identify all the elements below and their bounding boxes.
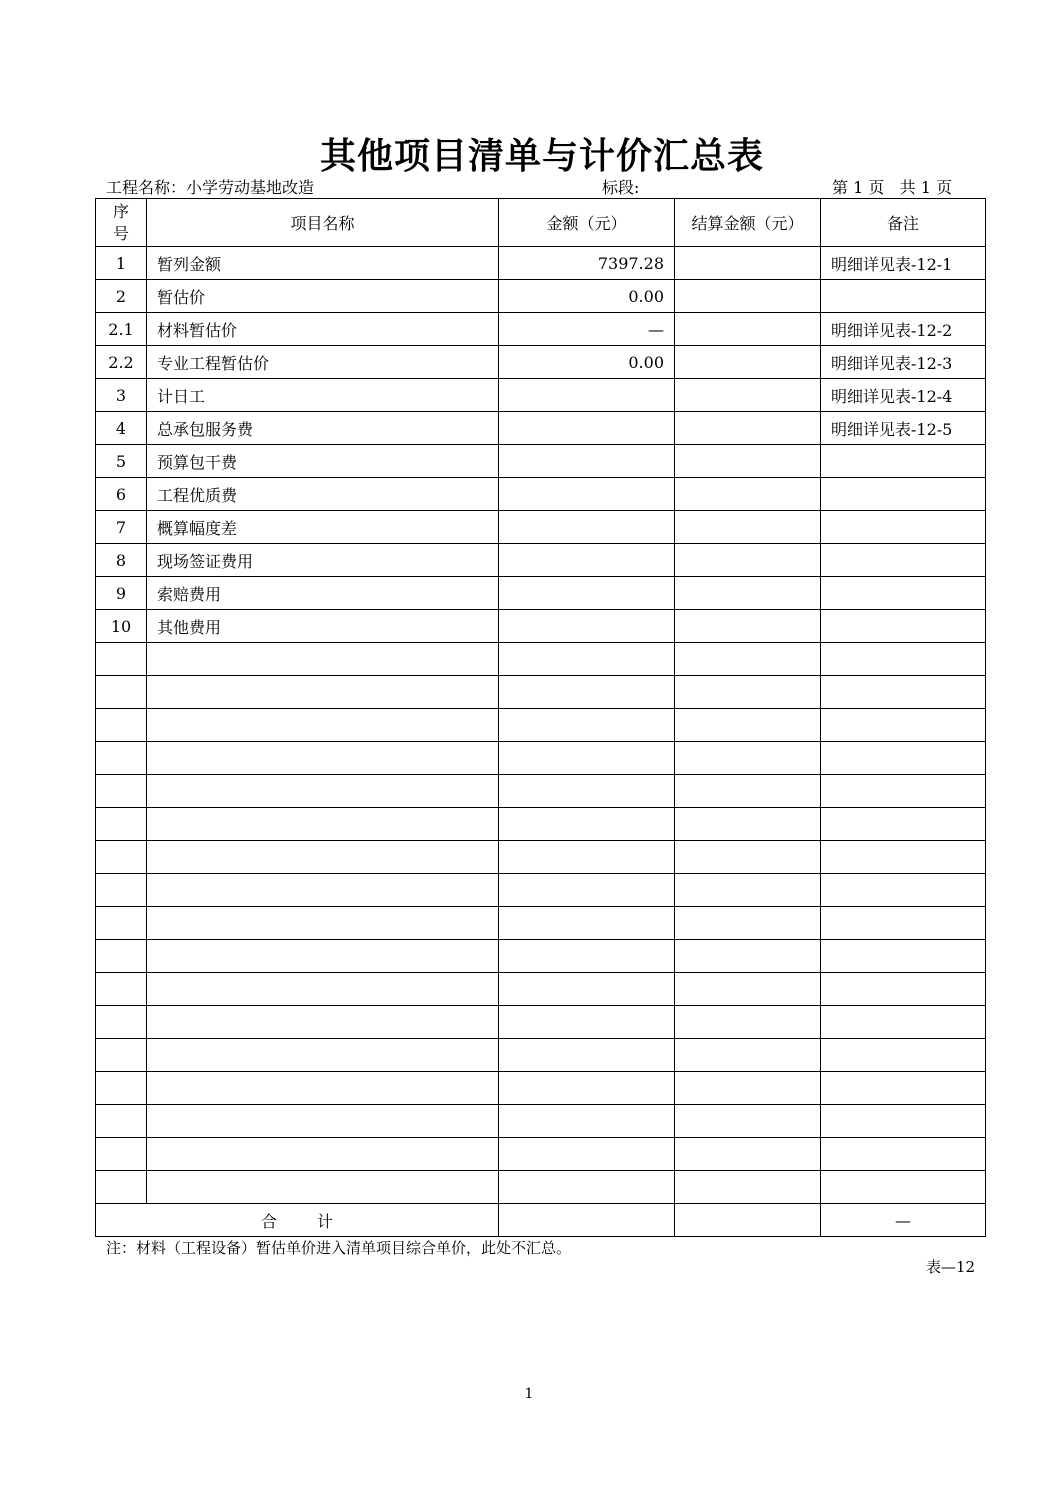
row-remark: 明细详见表-12-1: [821, 247, 986, 280]
row-remark: [821, 874, 986, 907]
header-settlement: 结算金额（元）: [675, 199, 821, 247]
row-amount: [499, 1072, 675, 1105]
row-seq: [96, 940, 147, 973]
row-amount: [499, 577, 675, 610]
row-amount: [499, 1171, 675, 1204]
row-seq: [96, 742, 147, 775]
row-amount: [499, 412, 675, 445]
table-row: [96, 1072, 986, 1105]
row-name: 预算包干费: [147, 445, 499, 478]
page-current: 1: [853, 178, 864, 197]
total-settlement: [675, 1204, 821, 1237]
table-row: [96, 346, 986, 379]
row-amount: [499, 1138, 675, 1171]
row-settlement: [675, 247, 821, 280]
row-amount: —: [499, 313, 675, 346]
row-amount: 7397.28: [499, 247, 675, 280]
total-row: [96, 1204, 986, 1237]
row-amount: [499, 643, 675, 676]
row-seq: [96, 874, 147, 907]
row-remark: [821, 1138, 986, 1171]
page-total: 1: [920, 178, 931, 197]
row-name: [147, 1006, 499, 1039]
row-remark: [821, 775, 986, 808]
table-row: [96, 709, 986, 742]
row-name: [147, 643, 499, 676]
row-amount: [499, 610, 675, 643]
row-settlement: [675, 841, 821, 874]
row-settlement: [675, 1105, 821, 1138]
row-remark: [821, 808, 986, 841]
row-name: [147, 1039, 499, 1072]
row-name: 暂估价: [147, 280, 499, 313]
table-row: [96, 1006, 986, 1039]
table-row: [96, 907, 986, 940]
row-name: [147, 874, 499, 907]
row-amount: [499, 775, 675, 808]
row-seq: 4: [96, 412, 147, 445]
row-amount: [499, 808, 675, 841]
row-seq: 2: [96, 280, 147, 313]
row-remark: 明细详见表-12-4: [821, 379, 986, 412]
row-name: [147, 709, 499, 742]
row-settlement: [675, 478, 821, 511]
table-row: [96, 280, 986, 313]
row-name: 工程优质费: [147, 478, 499, 511]
row-settlement: [675, 577, 821, 610]
row-seq: [96, 808, 147, 841]
row-name: 暂列金额: [147, 247, 499, 280]
header-seq: 序 号: [96, 199, 147, 247]
row-remark: [821, 1171, 986, 1204]
header-remark: 备注: [821, 199, 986, 247]
row-settlement: [675, 676, 821, 709]
row-settlement: [675, 973, 821, 1006]
page-unit: 页: [868, 178, 885, 197]
row-settlement: [675, 1138, 821, 1171]
table-row: [96, 1138, 986, 1171]
row-name: [147, 808, 499, 841]
row-seq: [96, 973, 147, 1006]
row-remark: [821, 280, 986, 313]
row-remark: [821, 478, 986, 511]
row-settlement: [675, 610, 821, 643]
row-seq: [96, 1138, 147, 1171]
table-row: [96, 643, 986, 676]
page-total-prefix: 共: [899, 178, 916, 197]
row-amount: [499, 841, 675, 874]
row-amount: [499, 1006, 675, 1039]
row-remark: [821, 940, 986, 973]
row-amount: [499, 907, 675, 940]
section-label: 标段:: [602, 178, 640, 197]
row-seq: [96, 907, 147, 940]
row-remark: [821, 1105, 986, 1138]
row-name: [147, 775, 499, 808]
row-settlement: [675, 511, 821, 544]
page-indicator: [832, 175, 952, 198]
row-amount: [499, 676, 675, 709]
row-seq: 7: [96, 511, 147, 544]
table-row: [96, 1105, 986, 1138]
row-name: 专业工程暂估价: [147, 346, 499, 379]
row-name: 现场签证费用: [147, 544, 499, 577]
row-name: [147, 1138, 499, 1171]
table-row: [96, 610, 986, 643]
row-name: [147, 1072, 499, 1105]
row-amount: 0.00: [499, 280, 675, 313]
row-amount: [499, 940, 675, 973]
row-remark: [821, 841, 986, 874]
row-amount: [499, 445, 675, 478]
row-name: [147, 742, 499, 775]
table-row: [96, 742, 986, 775]
row-name: 其他费用: [147, 610, 499, 643]
row-settlement: [675, 643, 821, 676]
table-row: [96, 247, 986, 280]
row-seq: 10: [96, 610, 147, 643]
row-name: [147, 841, 499, 874]
total-amount: [499, 1204, 675, 1237]
row-remark: [821, 742, 986, 775]
row-settlement: [675, 775, 821, 808]
table-row: [96, 478, 986, 511]
row-settlement: [675, 742, 821, 775]
row-name: [147, 1171, 499, 1204]
row-settlement: [675, 313, 821, 346]
table-row: [96, 940, 986, 973]
row-seq: [96, 1039, 147, 1072]
page-prefix: 第: [832, 178, 849, 197]
row-amount: [499, 478, 675, 511]
total-remark: —: [821, 1204, 986, 1237]
row-amount: [499, 742, 675, 775]
row-settlement: [675, 1171, 821, 1204]
row-seq: [96, 1072, 147, 1105]
row-remark: [821, 643, 986, 676]
table-row: [96, 808, 986, 841]
row-settlement: [675, 445, 821, 478]
row-remark: [821, 610, 986, 643]
table-row: [96, 676, 986, 709]
row-seq: [96, 643, 147, 676]
table-row: [96, 412, 986, 445]
row-remark: [821, 709, 986, 742]
table-header-row: [96, 199, 986, 247]
row-settlement: [675, 346, 821, 379]
row-remark: [821, 445, 986, 478]
row-settlement: [675, 412, 821, 445]
table-row: [96, 775, 986, 808]
row-name: [147, 973, 499, 1006]
row-name: [147, 1105, 499, 1138]
row-seq: 1: [96, 247, 147, 280]
row-seq: 3: [96, 379, 147, 412]
table-row: [96, 544, 986, 577]
row-amount: [499, 379, 675, 412]
row-seq: [96, 676, 147, 709]
row-seq: 2.1: [96, 313, 147, 346]
table-row: [96, 841, 986, 874]
row-seq: [96, 775, 147, 808]
row-name: 计日工: [147, 379, 499, 412]
project-name: 工程名称：小学劳动基地改造: [106, 178, 315, 197]
table-row: [96, 1171, 986, 1204]
row-seq: 9: [96, 577, 147, 610]
row-seq: [96, 1105, 147, 1138]
row-amount: 0.00: [499, 346, 675, 379]
document-title: 其他项目清单与计价汇总表: [319, 135, 764, 177]
row-remark: [821, 1039, 986, 1072]
table-row: [96, 973, 986, 1006]
row-name: [147, 907, 499, 940]
row-remark: [821, 973, 986, 1006]
row-settlement: [675, 1006, 821, 1039]
row-name: 总承包服务费: [147, 412, 499, 445]
row-seq: [96, 1006, 147, 1039]
total-label: 合 计: [96, 1204, 499, 1237]
row-seq: 2.2: [96, 346, 147, 379]
row-remark: 明细详见表-12-3: [821, 346, 986, 379]
table-row: [96, 511, 986, 544]
table-row: [96, 1039, 986, 1072]
footnote: 注：材料（工程设备）暂估单价进入清单项目综合单价，此处不汇总。: [106, 1239, 572, 1257]
row-amount: [499, 973, 675, 1006]
row-name: 材料暂估价: [147, 313, 499, 346]
summary-table: [95, 198, 986, 1237]
row-amount: [499, 544, 675, 577]
header-amount: 金额（元）: [499, 199, 675, 247]
row-settlement: [675, 1072, 821, 1105]
row-settlement: [675, 808, 821, 841]
row-seq: [96, 1171, 147, 1204]
table-number: 表—12: [926, 1258, 976, 1276]
row-remark: [821, 907, 986, 940]
row-settlement: [675, 379, 821, 412]
table-row: [96, 313, 986, 346]
row-settlement: [675, 280, 821, 313]
row-seq: 8: [96, 544, 147, 577]
row-seq: 6: [96, 478, 147, 511]
row-remark: [821, 544, 986, 577]
row-remark: [821, 676, 986, 709]
row-remark: [821, 1072, 986, 1105]
row-name: [147, 940, 499, 973]
row-remark: 明细详见表-12-5: [821, 412, 986, 445]
row-amount: [499, 1039, 675, 1072]
page-number: 1: [524, 1386, 534, 1402]
table-row: [96, 577, 986, 610]
row-settlement: [675, 1039, 821, 1072]
row-remark: [821, 511, 986, 544]
header-name: 项目名称: [147, 199, 499, 247]
row-settlement: [675, 940, 821, 973]
table-row: [96, 379, 986, 412]
row-settlement: [675, 907, 821, 940]
row-remark: 明细详见表-12-2: [821, 313, 986, 346]
table-row: [96, 445, 986, 478]
row-seq: [96, 709, 147, 742]
row-name: 索赔费用: [147, 577, 499, 610]
row-remark: [821, 577, 986, 610]
table-row: [96, 874, 986, 907]
row-name: 概算幅度差: [147, 511, 499, 544]
row-settlement: [675, 709, 821, 742]
row-seq: [96, 841, 147, 874]
row-amount: [499, 1105, 675, 1138]
row-remark: [821, 1006, 986, 1039]
page-total-unit: 页: [936, 178, 953, 197]
row-name: [147, 676, 499, 709]
row-amount: [499, 874, 675, 907]
row-settlement: [675, 544, 821, 577]
row-settlement: [675, 874, 821, 907]
row-seq: 5: [96, 445, 147, 478]
row-amount: [499, 511, 675, 544]
row-amount: [499, 709, 675, 742]
